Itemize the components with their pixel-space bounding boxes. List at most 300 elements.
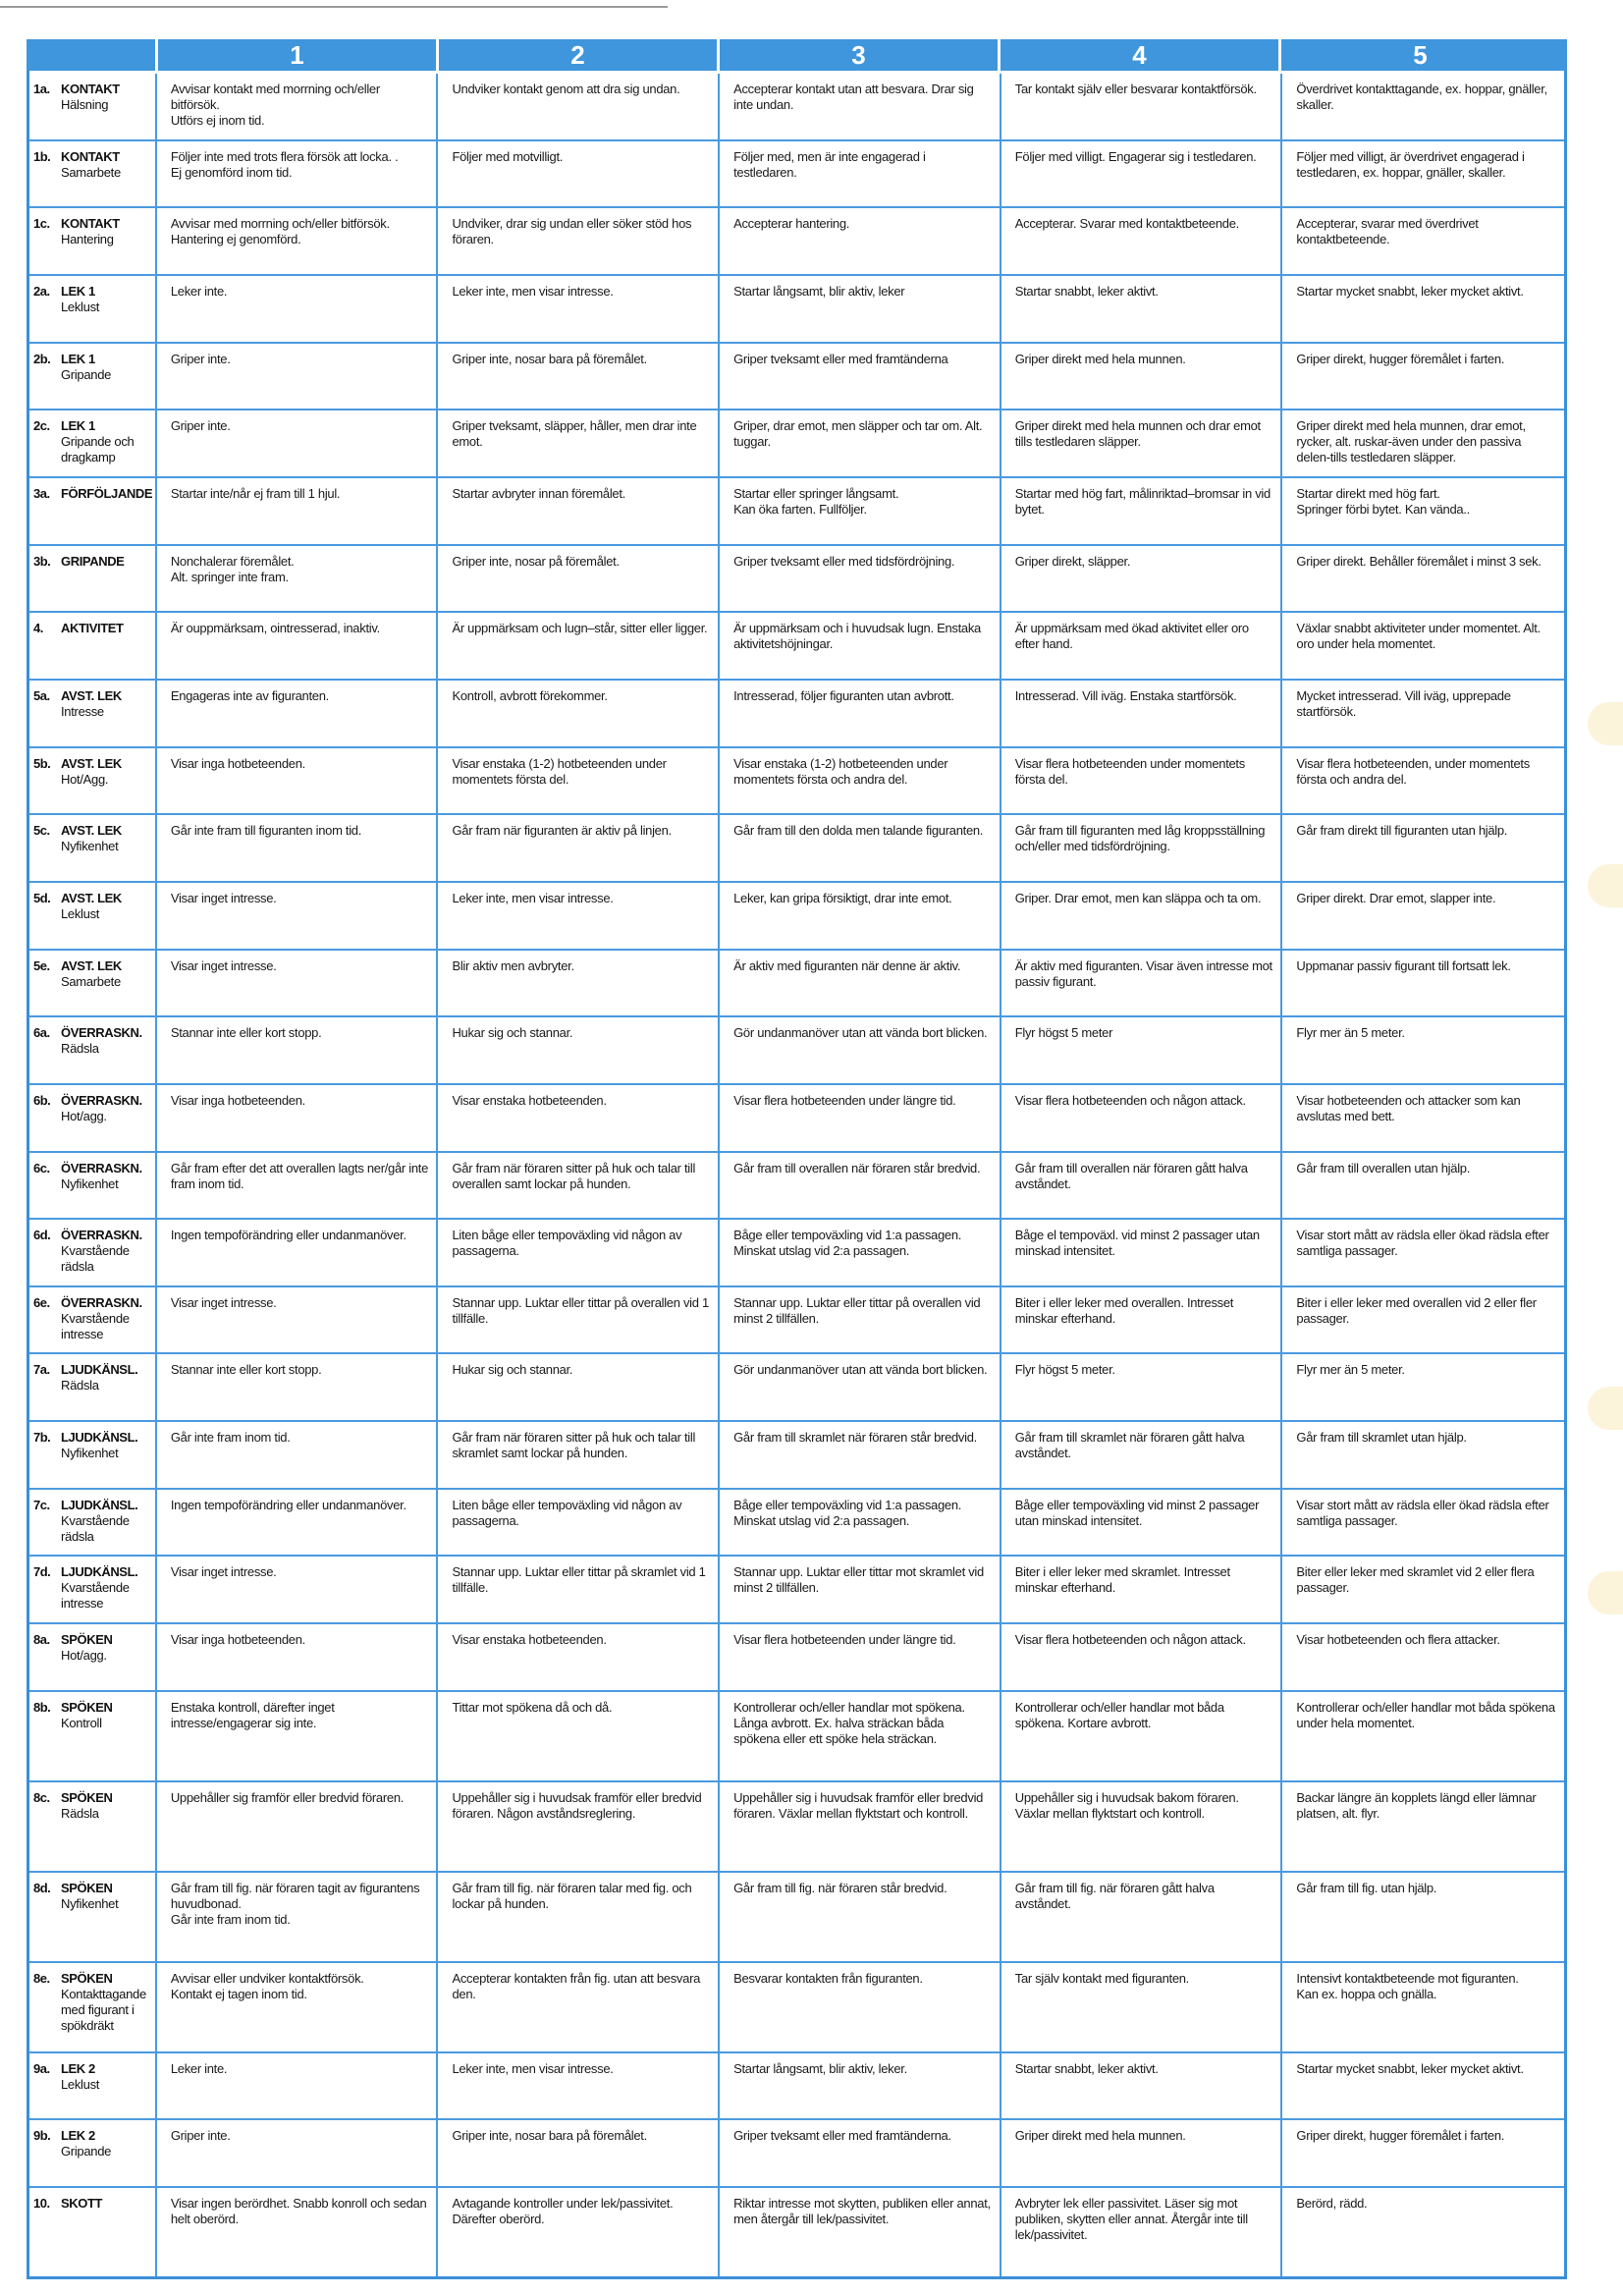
score-description: Går fram till den dolda men talande figuranten. xyxy=(733,823,984,839)
score-cell-4 xyxy=(1000,2053,1281,2119)
score-cell-4 xyxy=(1000,951,1281,1016)
row-category: GRIPANDE xyxy=(61,553,125,569)
row-label-text xyxy=(61,1362,137,1418)
header-col-5: 5 xyxy=(1278,39,1559,71)
score-cell-2 xyxy=(436,276,718,342)
score-description: Liten båge eller tempoväxling vid någon av passagerna. xyxy=(452,1497,682,1528)
score-cell-4 xyxy=(1000,1422,1281,1488)
score-description: Kontrollerar och/eller handlar mot spökena. Långa avbrott. Ex. halva sträckan båda spökena eller ett spöke hela sträckan. xyxy=(733,1699,965,1746)
score-cell-5 xyxy=(1280,613,1564,679)
score-cell-1 xyxy=(155,1873,437,1961)
score-description: Griper direkt med hela munnen, drar emot, rycker, alt. ruskar-även under den passiva delen-tills testledaren släpper. xyxy=(1296,418,1526,465)
score-description: Biter eller leker med skramlet vid 2 eller flera passager. xyxy=(1296,1564,1535,1596)
score-cell-1 xyxy=(155,681,437,746)
score-cell-3 xyxy=(718,613,1000,679)
score-description: Överdrivet kontakttagande, ex. hoppar, gnäller, skaller. xyxy=(1296,82,1547,112)
row-label-text xyxy=(61,1161,142,1217)
table-row xyxy=(29,1873,1564,1963)
row-label-text xyxy=(61,1430,137,1486)
score-description: Går fram när föraren sitter på huk och talar till skramlet samt lockar på hunden. xyxy=(452,1430,696,1461)
header-col-2: 2 xyxy=(436,39,717,71)
row-category: KONTAKT xyxy=(61,82,120,96)
score-cell-2 xyxy=(436,681,718,746)
score-description: Visar stort mått av rädsla eller ökad rädsla efter samtliga passager. xyxy=(1296,1228,1549,1259)
table-row xyxy=(29,410,1564,478)
score-description: Gör undanmanöver utan att vända bort blicken. xyxy=(733,1362,988,1378)
score-cell-1 xyxy=(155,1220,437,1285)
row-label-text xyxy=(61,216,120,272)
score-cell-3 xyxy=(718,883,1000,949)
score-cell-5 xyxy=(1280,1490,1564,1556)
score-cell-1 xyxy=(155,344,437,410)
row-subcategory: Kontakttagande med figurant i spökdräkt xyxy=(61,1986,146,2033)
score-description: Flyr högst 5 meter xyxy=(1014,1025,1113,1041)
score-description: Leker inte, men visar intresse. xyxy=(452,283,614,299)
row-label xyxy=(29,1287,155,1353)
table-row xyxy=(29,951,1564,1018)
table-row xyxy=(29,681,1564,748)
row-category: SPÖKEN xyxy=(61,1632,113,1648)
score-cell-2 xyxy=(436,344,718,410)
score-description: Är uppmärksam och i huvudsak lugn. Enstaka aktivitetshöjningar. xyxy=(733,621,981,652)
score-cell-5 xyxy=(1280,1692,1564,1780)
score-description: Går inte fram till figuranten inom tid. xyxy=(170,823,362,839)
score-cell-3 xyxy=(718,2188,1000,2276)
row-category: LJUDKÄNSL. xyxy=(61,1564,138,1580)
row-label xyxy=(29,613,155,679)
score-cell-1 xyxy=(155,1782,437,1871)
row-subcategory: Gripande xyxy=(61,2144,112,2159)
row-number: 10. xyxy=(33,2196,50,2211)
score-cell-1 xyxy=(155,1017,437,1083)
binder-hole-mark xyxy=(1588,864,1623,907)
score-cell-2 xyxy=(436,1085,718,1151)
score-cell-2 xyxy=(436,1490,718,1556)
row-category: AVST. LEK xyxy=(61,890,122,905)
row-number: 8e. xyxy=(33,1970,50,1986)
row-subcategory: Gripande och dragkamp xyxy=(61,434,135,465)
row-subcategory: Hot/agg. xyxy=(61,1108,107,1123)
row-label xyxy=(29,410,155,476)
row-label-text xyxy=(61,1564,151,1620)
row-number: 6e. xyxy=(33,1294,50,1310)
score-description: Griper direkt. Behåller föremålet i minst 3 sek. xyxy=(1296,553,1542,569)
row-label xyxy=(29,1017,155,1083)
score-cell-1 xyxy=(155,1692,437,1780)
score-description: Följer med villigt. Engagerar sig i testledaren. xyxy=(1014,148,1257,164)
score-cell-5 xyxy=(1280,1017,1564,1083)
row-subcategory: Leklust xyxy=(61,2076,100,2092)
row-label xyxy=(29,1354,155,1420)
score-cell-1 xyxy=(155,815,437,881)
score-cell-3 xyxy=(718,344,1000,410)
score-cell-2 xyxy=(436,883,718,949)
row-number: 1a. xyxy=(33,82,50,96)
row-label-text xyxy=(61,823,122,879)
header-col-1: 1 xyxy=(155,39,436,71)
score-description: Avvisar kontakt med morrning och/eller bitförsök. Utförs ej inom tid. xyxy=(170,82,380,128)
row-subcategory: Leklust xyxy=(61,905,100,921)
score-description: Går fram direkt till figuranten utan hjälp. xyxy=(1296,823,1508,839)
table-row xyxy=(29,1963,1564,2053)
score-description: Följer inte med trots flera försök att locka. . Ej genomförd inom tid. xyxy=(170,148,399,180)
score-cell-1 xyxy=(155,141,437,207)
score-description: Startar inte/når ej fram till 1 hjul. xyxy=(170,485,341,501)
row-subcategory: Kvarstående intresse xyxy=(61,1310,130,1341)
row-number: 8a. xyxy=(33,1632,50,1648)
score-description: Visar flera hotbeteenden under längre tid. xyxy=(733,1092,956,1108)
score-cell-2 xyxy=(436,1692,718,1780)
score-description: Undviker kontakt genom att dra sig undan. xyxy=(452,82,680,96)
table-row xyxy=(29,815,1564,883)
score-description: Enstaka kontroll, därefter inget intresse/engagerar sig inte. xyxy=(170,1699,335,1730)
score-description: Visar inget intresse. xyxy=(170,1294,277,1310)
score-description: Båge eller tempoväxling vid minst 2 passager utan minskad intensitet. xyxy=(1014,1497,1260,1528)
score-description: Visar inget intresse. xyxy=(170,1564,277,1580)
row-label-text xyxy=(61,2061,99,2117)
score-description: Tar kontakt själv eller besvarar kontaktförsök. xyxy=(1014,82,1257,96)
score-cell-3 xyxy=(718,1354,1000,1420)
row-subcategory: Hälsning xyxy=(61,97,109,112)
score-cell-2 xyxy=(436,1422,718,1488)
score-cell-4 xyxy=(1000,478,1281,544)
row-number: 5e. xyxy=(33,957,50,973)
score-cell-4 xyxy=(1000,1963,1281,2051)
binder-hole-mark xyxy=(1588,1387,1623,1430)
row-number: 9b. xyxy=(33,2128,51,2144)
table-row xyxy=(29,748,1564,816)
row-label-text xyxy=(61,1700,113,1778)
score-description: Båge eller tempoväxling vid 1:a passagen. Minskat utslag vid 2:a passagen. xyxy=(733,1497,962,1528)
row-number: 6a. xyxy=(33,1025,50,1041)
row-number: 9a. xyxy=(33,2060,50,2076)
row-label-text xyxy=(61,1632,113,1688)
score-description: Visar inget intresse. xyxy=(170,957,277,973)
row-label xyxy=(29,883,155,949)
row-label-text xyxy=(61,688,122,744)
score-description: Flyr mer än 5 meter. xyxy=(1296,1362,1405,1378)
row-label-text xyxy=(61,1498,151,1554)
row-label xyxy=(29,2188,155,2276)
score-description: Griper direkt med hela munnen. xyxy=(1014,351,1186,366)
score-description: Går fram till fig. utan hjälp. xyxy=(1296,1880,1437,1895)
score-cell-4 xyxy=(1000,1287,1281,1353)
score-cell-4 xyxy=(1000,2188,1281,2276)
table-row xyxy=(29,613,1564,681)
score-cell-3 xyxy=(718,1873,1000,1961)
score-cell-1 xyxy=(155,1354,437,1420)
score-description: Startar långsamt, blir aktiv, leker xyxy=(733,283,905,299)
score-description: Griper direkt, hugger föremålet i farten. xyxy=(1296,351,1505,366)
score-cell-2 xyxy=(436,2120,718,2186)
score-description: Flyr mer än 5 meter. xyxy=(1296,1025,1405,1041)
score-cell-2 xyxy=(436,1782,718,1871)
row-category: AVST. LEK xyxy=(61,755,122,771)
score-description: Griper direkt. Drar emot, slapper inte. xyxy=(1296,890,1496,905)
score-description: Visar inga hotbeteenden. xyxy=(170,755,305,771)
row-category: ÖVERRASKN. xyxy=(61,1025,142,1041)
score-cell-1 xyxy=(155,613,437,679)
row-category: FÖRFÖLJANDE xyxy=(61,485,153,501)
table-row xyxy=(29,1692,1564,1782)
row-number: 5b. xyxy=(33,755,51,771)
score-description: Intensivt kontaktbeteende mot figuranten. Kan ex. hoppa och gnälla. xyxy=(1296,1970,1519,2001)
row-label xyxy=(29,1490,155,1556)
score-cell-1 xyxy=(155,1963,437,2051)
score-description: Startar direkt med hög fart. Springer förbi bytet. Kan vända.. xyxy=(1296,485,1470,517)
score-cell-1 xyxy=(155,1153,437,1219)
score-cell-4 xyxy=(1000,1782,1281,1871)
score-description: Visar flera hotbeteenden under momentets första del. xyxy=(1014,755,1245,787)
row-category: LEK 2 xyxy=(61,2060,95,2076)
row-label-text xyxy=(61,2128,111,2184)
row-label xyxy=(29,276,155,342)
row-label xyxy=(29,2053,155,2119)
score-description: Avvisar eller undviker kontaktförsök. Kontakt ej tagen inom tid. xyxy=(170,1970,364,2001)
score-description: Uppehåller sig i huvudsak framför eller bredvid föraren. Någon avståndsreglering. xyxy=(452,1789,702,1821)
score-description: Visar hotbeteenden och attacker som kan avslutas med bett. xyxy=(1296,1092,1521,1123)
table-row xyxy=(29,1624,1564,1692)
score-description: Griper direkt med hela munnen och drar emot tills testledaren släpper. xyxy=(1014,418,1261,450)
row-number: 6b. xyxy=(33,1092,51,1108)
score-cell-2 xyxy=(436,478,718,544)
score-cell-5 xyxy=(1280,748,1564,814)
row-number: 3a. xyxy=(33,485,50,501)
score-description: Uppehåller sig framför eller bredvid föraren. xyxy=(170,1789,405,1805)
score-description: Startar mycket snabbt, leker mycket aktivt. xyxy=(1296,283,1524,299)
table-row xyxy=(29,2188,1564,2276)
row-category: LJUDKÄNSL. xyxy=(61,1497,138,1512)
score-cell-4 xyxy=(1000,1490,1281,1556)
row-number: 8b. xyxy=(33,1699,51,1715)
row-label-text xyxy=(61,756,122,812)
row-subcategory: Rädsla xyxy=(61,1378,99,1394)
score-description: Stannar upp. Luktar eller tittar på skramlet vid 1 tillfälle. xyxy=(452,1564,706,1596)
score-description: Startar eller springer långsamt. Kan öka farten. Fullföljer. xyxy=(733,485,899,517)
score-description: Visar flera hotbeteenden och någon attack. xyxy=(1014,1632,1246,1648)
score-description: Båge eller tempoväxling vid 1:a passagen. Minskat utslag vid 2:a passagen. xyxy=(733,1228,962,1259)
score-description: Griper tveksamt eller med tidsfördröjning. xyxy=(733,553,955,569)
score-description: Griper inte, nosar på föremålet. xyxy=(452,553,620,569)
score-description: Intresserad, följer figuranten utan avbrott. xyxy=(733,687,954,703)
score-description: Griper inte. xyxy=(170,351,231,366)
table-row xyxy=(29,276,1564,344)
row-number: 7d. xyxy=(33,1564,51,1580)
score-description: Går fram till overallen när föraren står bredvid. xyxy=(733,1160,981,1175)
score-cell-5 xyxy=(1280,1624,1564,1690)
score-cell-3 xyxy=(718,141,1000,207)
row-category: LJUDKÄNSL. xyxy=(61,1362,138,1378)
score-cell-3 xyxy=(718,1422,1000,1488)
row-label-text xyxy=(61,1971,151,2050)
row-label xyxy=(29,1557,155,1622)
score-description: Griper inte. xyxy=(170,2128,231,2144)
score-description: Griper direkt, hugger föremålet i farten. xyxy=(1296,2128,1505,2144)
score-cell-2 xyxy=(436,1153,718,1219)
score-cell-4 xyxy=(1000,1354,1281,1420)
score-cell-3 xyxy=(718,815,1000,881)
score-description: Är ouppmärksam, ointresserad, inaktiv. xyxy=(170,621,380,636)
row-number: 2a. xyxy=(33,283,50,299)
score-description: Ingen tempoförändring eller undanmanöver. xyxy=(170,1228,406,1243)
score-description: Tar själv kontakt med figuranten. xyxy=(1014,1970,1189,1986)
score-cell-5 xyxy=(1280,1873,1564,1961)
score-description: Stannar inte eller kort stopp. xyxy=(170,1025,322,1041)
row-label-text xyxy=(61,958,122,1014)
row-category: LEK 1 xyxy=(61,351,95,366)
row-subcategory: Nyfikenhet xyxy=(61,839,119,854)
scan-edge-line xyxy=(0,6,668,8)
row-subcategory: Kontroll xyxy=(61,1715,102,1730)
score-cell-4 xyxy=(1000,1692,1281,1780)
score-cell-2 xyxy=(436,1017,718,1083)
score-description: Stannar upp. Luktar eller tittar mot skramlet vid minst 2 tillfällen. xyxy=(733,1564,984,1596)
score-description: Startar snabbt, leker aktivt. xyxy=(1014,2060,1159,2076)
score-cell-1 xyxy=(155,1085,437,1151)
row-number: 4. xyxy=(33,621,43,636)
score-cell-3 xyxy=(718,2053,1000,2119)
score-description: Visar enstaka hotbeteenden. xyxy=(452,1632,607,1648)
score-description: Griper inte, nosar bara på föremålet. xyxy=(452,351,647,366)
score-cell-2 xyxy=(436,613,718,679)
score-cell-3 xyxy=(718,1557,1000,1622)
row-label-text xyxy=(61,82,120,137)
score-cell-5 xyxy=(1280,546,1564,612)
score-description: Växlar snabbt aktiviteter under momentet. Alt. oro under hela momentet. xyxy=(1296,621,1541,652)
score-cell-3 xyxy=(718,1963,1000,2051)
score-cell-3 xyxy=(718,410,1000,476)
row-label xyxy=(29,344,155,410)
row-category: AVST. LEK xyxy=(61,823,122,839)
score-description: Visar flera hotbeteenden, under momentets första och andra del. xyxy=(1296,755,1530,787)
row-label-text xyxy=(61,1025,142,1081)
score-description: Visar ingen berördhet. Snabb konroll och sedan helt oberörd. xyxy=(170,2196,427,2226)
table-row xyxy=(29,344,1564,411)
score-description: Avvisar med morrning och/eller bitförsök. Hantering ej genomförd. xyxy=(170,216,390,247)
score-cell-5 xyxy=(1280,1153,1564,1219)
row-label-text xyxy=(61,1295,151,1351)
score-cell-2 xyxy=(436,1287,718,1353)
row-number: 5d. xyxy=(33,890,51,905)
score-cell-4 xyxy=(1000,141,1281,207)
row-category: AVST. LEK xyxy=(61,687,122,703)
row-category: KONTAKT xyxy=(61,216,120,232)
score-description: Kontrollerar och/eller handlar mot båda spökena under hela momentet. xyxy=(1296,1699,1555,1730)
row-category: KONTAKT xyxy=(61,148,120,164)
row-subcategory: Samarbete xyxy=(61,973,121,989)
row-number: 6d. xyxy=(33,1228,51,1243)
score-cell-5 xyxy=(1280,1287,1564,1353)
row-label xyxy=(29,208,155,274)
score-cell-2 xyxy=(436,2053,718,2119)
row-subcategory: Kvarstående rädsla xyxy=(61,1243,130,1275)
score-cell-1 xyxy=(155,2188,437,2276)
score-description: Går fram till skramlet när föraren står bredvid. xyxy=(733,1430,977,1446)
score-description: Visar inget intresse. xyxy=(170,890,277,905)
row-label xyxy=(29,1220,155,1285)
score-cell-4 xyxy=(1000,2120,1281,2186)
row-subcategory: Hantering xyxy=(61,232,114,247)
score-cell-2 xyxy=(436,208,718,274)
row-subcategory: Kvarstående intresse xyxy=(61,1580,130,1612)
score-description: Visar enstaka (1-2) hotbeteenden under momentets första del. xyxy=(452,755,667,787)
score-cell-1 xyxy=(155,1287,437,1353)
row-label xyxy=(29,546,155,612)
score-description: Griper direkt, släpper. xyxy=(1014,553,1131,569)
score-cell-4 xyxy=(1000,276,1281,342)
score-cell-2 xyxy=(436,1557,718,1622)
score-cell-1 xyxy=(155,208,437,274)
score-description: Är uppmärksam och lugn–står, sitter eller ligger. xyxy=(452,621,708,636)
score-cell-2 xyxy=(436,1220,718,1285)
score-cell-5 xyxy=(1280,681,1564,746)
score-description: Går fram efter det att overallen lagts ner/går inte fram inom tid. xyxy=(170,1160,428,1191)
score-cell-1 xyxy=(155,478,437,544)
score-description: Ingen tempoförändring eller undanmanöver. xyxy=(170,1497,406,1512)
score-cell-4 xyxy=(1000,410,1281,476)
row-label xyxy=(29,951,155,1016)
score-description: Båge el tempoväxl. vid minst 2 passager utan minskad intensitet. xyxy=(1014,1228,1260,1259)
score-description: Kontroll, avbrott förekommer. xyxy=(452,687,608,703)
row-category: LJUDKÄNSL. xyxy=(61,1430,138,1446)
score-description: Kontrollerar och/eller handlar mot båda spökena. Kortare avbrott. xyxy=(1014,1699,1224,1730)
score-description: Biter i eller leker med skramlet. Intresset minskar efterhand. xyxy=(1014,1564,1230,1596)
score-cell-2 xyxy=(436,546,718,612)
score-description: Är aktiv med figuranten. Visar även intresse mot passiv figurant. xyxy=(1014,957,1272,989)
score-description: Leker inte. xyxy=(170,2060,228,2076)
score-description: Avbryter lek eller passivitet. Läser sig mot publiken, skytten eller annat. Återgår inte till lek/passivitet. xyxy=(1014,2196,1248,2242)
row-label xyxy=(29,815,155,881)
score-description: Visar inga hotbeteenden. xyxy=(170,1632,305,1648)
score-description: Blir aktiv men avbryter. xyxy=(452,957,574,973)
score-cell-3 xyxy=(718,1692,1000,1780)
row-label-text xyxy=(61,621,124,677)
score-description: Biter i eller leker med overallen vid 2 eller fler passager. xyxy=(1296,1294,1537,1326)
row-category: ÖVERRASKN. xyxy=(61,1228,142,1243)
table-row xyxy=(29,1085,1564,1153)
row-category: LEK 2 xyxy=(61,2128,95,2144)
score-description: Går fram till skramlet när föraren gått halva avståndet. xyxy=(1014,1430,1245,1461)
assessment-table xyxy=(29,74,1564,2276)
row-label xyxy=(29,1873,155,1961)
table-row xyxy=(29,546,1564,614)
row-label xyxy=(29,478,155,544)
score-cell-4 xyxy=(1000,208,1281,274)
row-label xyxy=(29,1624,155,1690)
score-description: Stannar inte eller kort stopp. xyxy=(170,1362,322,1378)
row-label xyxy=(29,1153,155,1219)
row-subcategory: Nyfikenhet xyxy=(61,1175,119,1191)
binder-hole-mark xyxy=(1588,702,1623,745)
score-description: Gör undanmanöver utan att vända bort blicken. xyxy=(733,1025,988,1041)
score-description: Avtagande kontroller under lek/passivitet. Därefter oberörd. xyxy=(452,2196,674,2226)
row-category: SPÖKEN xyxy=(61,1789,113,1805)
table-header xyxy=(27,39,1567,71)
score-cell-1 xyxy=(155,2053,437,2119)
row-category: ÖVERRASKN. xyxy=(61,1160,142,1175)
score-cell-3 xyxy=(718,74,1000,139)
score-cell-5 xyxy=(1280,276,1564,342)
score-cell-2 xyxy=(436,2188,718,2276)
score-cell-5 xyxy=(1280,2188,1564,2276)
score-description: Följer med villigt, är överdrivet engagerad i testledaren, ex. hoppar, gnäller, skaller. xyxy=(1296,148,1525,180)
row-label-text xyxy=(61,1881,118,1959)
score-cell-5 xyxy=(1280,478,1564,544)
row-label-text xyxy=(61,284,99,340)
score-cell-3 xyxy=(718,2120,1000,2186)
row-number: 1b. xyxy=(33,148,51,164)
header-corner xyxy=(27,39,155,71)
